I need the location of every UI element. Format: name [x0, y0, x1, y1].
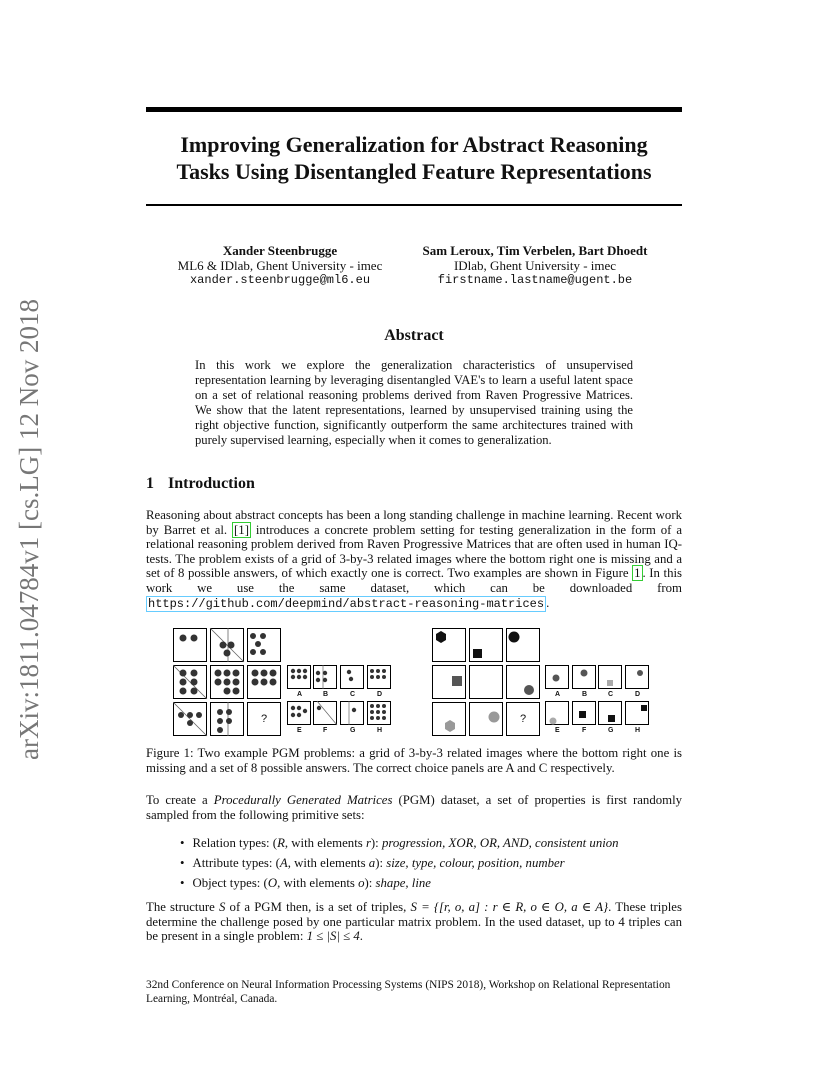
list-item [180, 853, 619, 873]
pgm1-label-g: G [350, 727, 356, 734]
pgm1-label-c: C [350, 691, 356, 698]
bullet-element: o [358, 876, 365, 890]
author-block-2 [405, 243, 665, 288]
pgm2-label-c: C [608, 691, 614, 698]
citation-link[interactable]: [1] [234, 522, 249, 537]
bullet-tail: ): [364, 876, 376, 890]
list-item [180, 833, 619, 853]
abstract-heading: Abstract [384, 327, 444, 344]
bullet-lead: Relation types: ( [192, 836, 278, 850]
author1-email: xander.steenbrugge@ml6.eu [189, 273, 371, 287]
figure-link[interactable]: 1 [634, 566, 641, 581]
question-mark: ? [519, 713, 527, 725]
author-block-1 [160, 243, 400, 288]
author1-name: Xander Steenbrugge [222, 243, 338, 258]
structure-text-d: . [359, 929, 363, 944]
structure-text-b: of a PGM then, is a set of triples, [229, 900, 407, 914]
author1-affiliation: ML6 & IDlab, Ghent University - imec [177, 258, 383, 273]
title-bottom-rule [146, 204, 682, 206]
bullet-element: a [368, 856, 376, 870]
pgm2-label-d: D [635, 691, 641, 698]
pgm-emphasis: Procedurally Generated Matrices [213, 793, 393, 807]
dataset-url-link[interactable]: https://github.com/deepmind/abstract-reasoning-matrices [148, 596, 545, 611]
pgm2-label-f: F [582, 727, 587, 734]
bullet-tail: ): [375, 856, 387, 870]
pgm-text-b: (PGM) dataset, a set of properties is first randomly sampled from the following primitive sets: [146, 793, 683, 822]
author2-email: firstname.lastname@ugent.be [437, 273, 633, 287]
primitive-sets-list [180, 833, 619, 893]
bullet-items: shape, line [375, 876, 431, 890]
title-line-1: Improving Generalization for Abstract Reasoning [180, 132, 648, 157]
structure-formula-2: 1 ≤ |S| ≤ 4 [306, 929, 360, 944]
pgm2-label-a: A [555, 691, 561, 698]
pgm1-label-b: B [323, 691, 329, 698]
conference-footnote: 32nd Conference on Neural Information Processing Systems (NIPS 2018), Workshop on Relational Representation Learning, Montréal, Canada. [146, 979, 671, 1005]
intro-text-d: . [546, 595, 550, 610]
structure-paragraph [146, 900, 682, 944]
bullet-mid: , with elements [277, 876, 359, 890]
bullet-mid: , with elements [284, 836, 366, 850]
intro-paragraph [146, 508, 682, 611]
intro-text-a: Reasoning about abstract concepts has been a long standing challenge in machine learning. Recent work by Barret et al. [146, 508, 682, 537]
bullet-mid: , with elements [287, 856, 369, 870]
pgm2-shapes [432, 628, 542, 738]
pgm1-label-h: H [377, 727, 383, 734]
pgm1-label-d: D [377, 691, 383, 698]
bullet-symbol: A [279, 856, 288, 870]
arxiv-side-label: arXiv:1811.04784v1 [cs.LG] 12 Nov 2018 [14, 299, 44, 760]
bullet-lead: Object types: ( [192, 876, 268, 890]
pgm1-label-e: E [297, 727, 302, 734]
bullet-symbol: R [277, 836, 285, 850]
section-title: Introduction [168, 475, 255, 492]
pgm-paragraph [146, 793, 682, 822]
bullet-lead: Attribute types: ( [192, 856, 280, 870]
abstract-text: In this work we explore the generalization characteristics of unsupervised representation learning by leveraging disentangled VAE's to learn a useful latent space on a set of relational reasoning problems derived from Raven Progressive Matrices. We show that the latent representations, learned by unsupervised training using the right objective function, significantly outperform the same architectures trained with purely supervised learning, especially when it comes to generalization. [195, 358, 633, 447]
pgm2-label-b: B [582, 691, 588, 698]
bullet-items: size, type, colour, position, number [386, 856, 565, 870]
title-line-2: Tasks Using Disentangled Feature Representations [176, 159, 652, 184]
bullet-symbol: O [267, 876, 278, 890]
section-heading [146, 475, 269, 493]
bullet-element: r [365, 836, 371, 850]
intro-text-b: introduces a concrete problem setting for testing generalization in the form of a relational reasoning problem derived from Raven Progressive Matrices that are often used in human IQ-tests. The problem exists of a grid of 3-by-3 related images where the bottom right one is missing and a set of 8 possible answers, of which exactly one is correct. Two examples are shown in Figure [146, 522, 682, 581]
structure-text-a: The structure [146, 900, 215, 914]
bullet-items: progression, XOR, OR, AND, consistent union [381, 836, 619, 850]
figure-caption: Figure 1: Two example PGM problems: a grid of 3-by-3 related images where the bottom right one is missing and a set of 8 possible answers. The correct choice panels are A and C respectively. [146, 746, 682, 775]
pgm1-label-f: F [323, 727, 328, 734]
structure-text-c: . These triples determine the challenge posed by one particular matrix problem. In the used dataset, up to 4 triples can be present in a single problem: [146, 900, 682, 944]
pgm2-label-h: H [635, 727, 641, 734]
bullet-tail: ): [370, 836, 382, 850]
top-rule [146, 107, 682, 112]
pgm2-label-e: E [555, 727, 560, 734]
section-number: 1 [146, 475, 154, 492]
pgm2-label-g: G [608, 727, 614, 734]
author2-name: Sam Leroux, Tim Verbelen, Bart Dhoedt [422, 243, 648, 258]
intro-text-c: . In this work we use the same dataset, which can be downloaded from [146, 566, 682, 595]
list-item [180, 873, 619, 893]
structure-formula: S = {[r, o, a] : r ∈ R, o ∈ O, a ∈ A} [410, 900, 609, 914]
structure-symbol: S [218, 900, 226, 914]
pgm-text-a: To create a [146, 793, 208, 807]
pgm1-label-a: A [297, 691, 303, 698]
pgm1-shapes [173, 628, 283, 738]
question-mark: ? [260, 713, 268, 725]
author2-affiliation: IDlab, Ghent University - imec [453, 258, 617, 273]
paper-title [146, 131, 682, 185]
